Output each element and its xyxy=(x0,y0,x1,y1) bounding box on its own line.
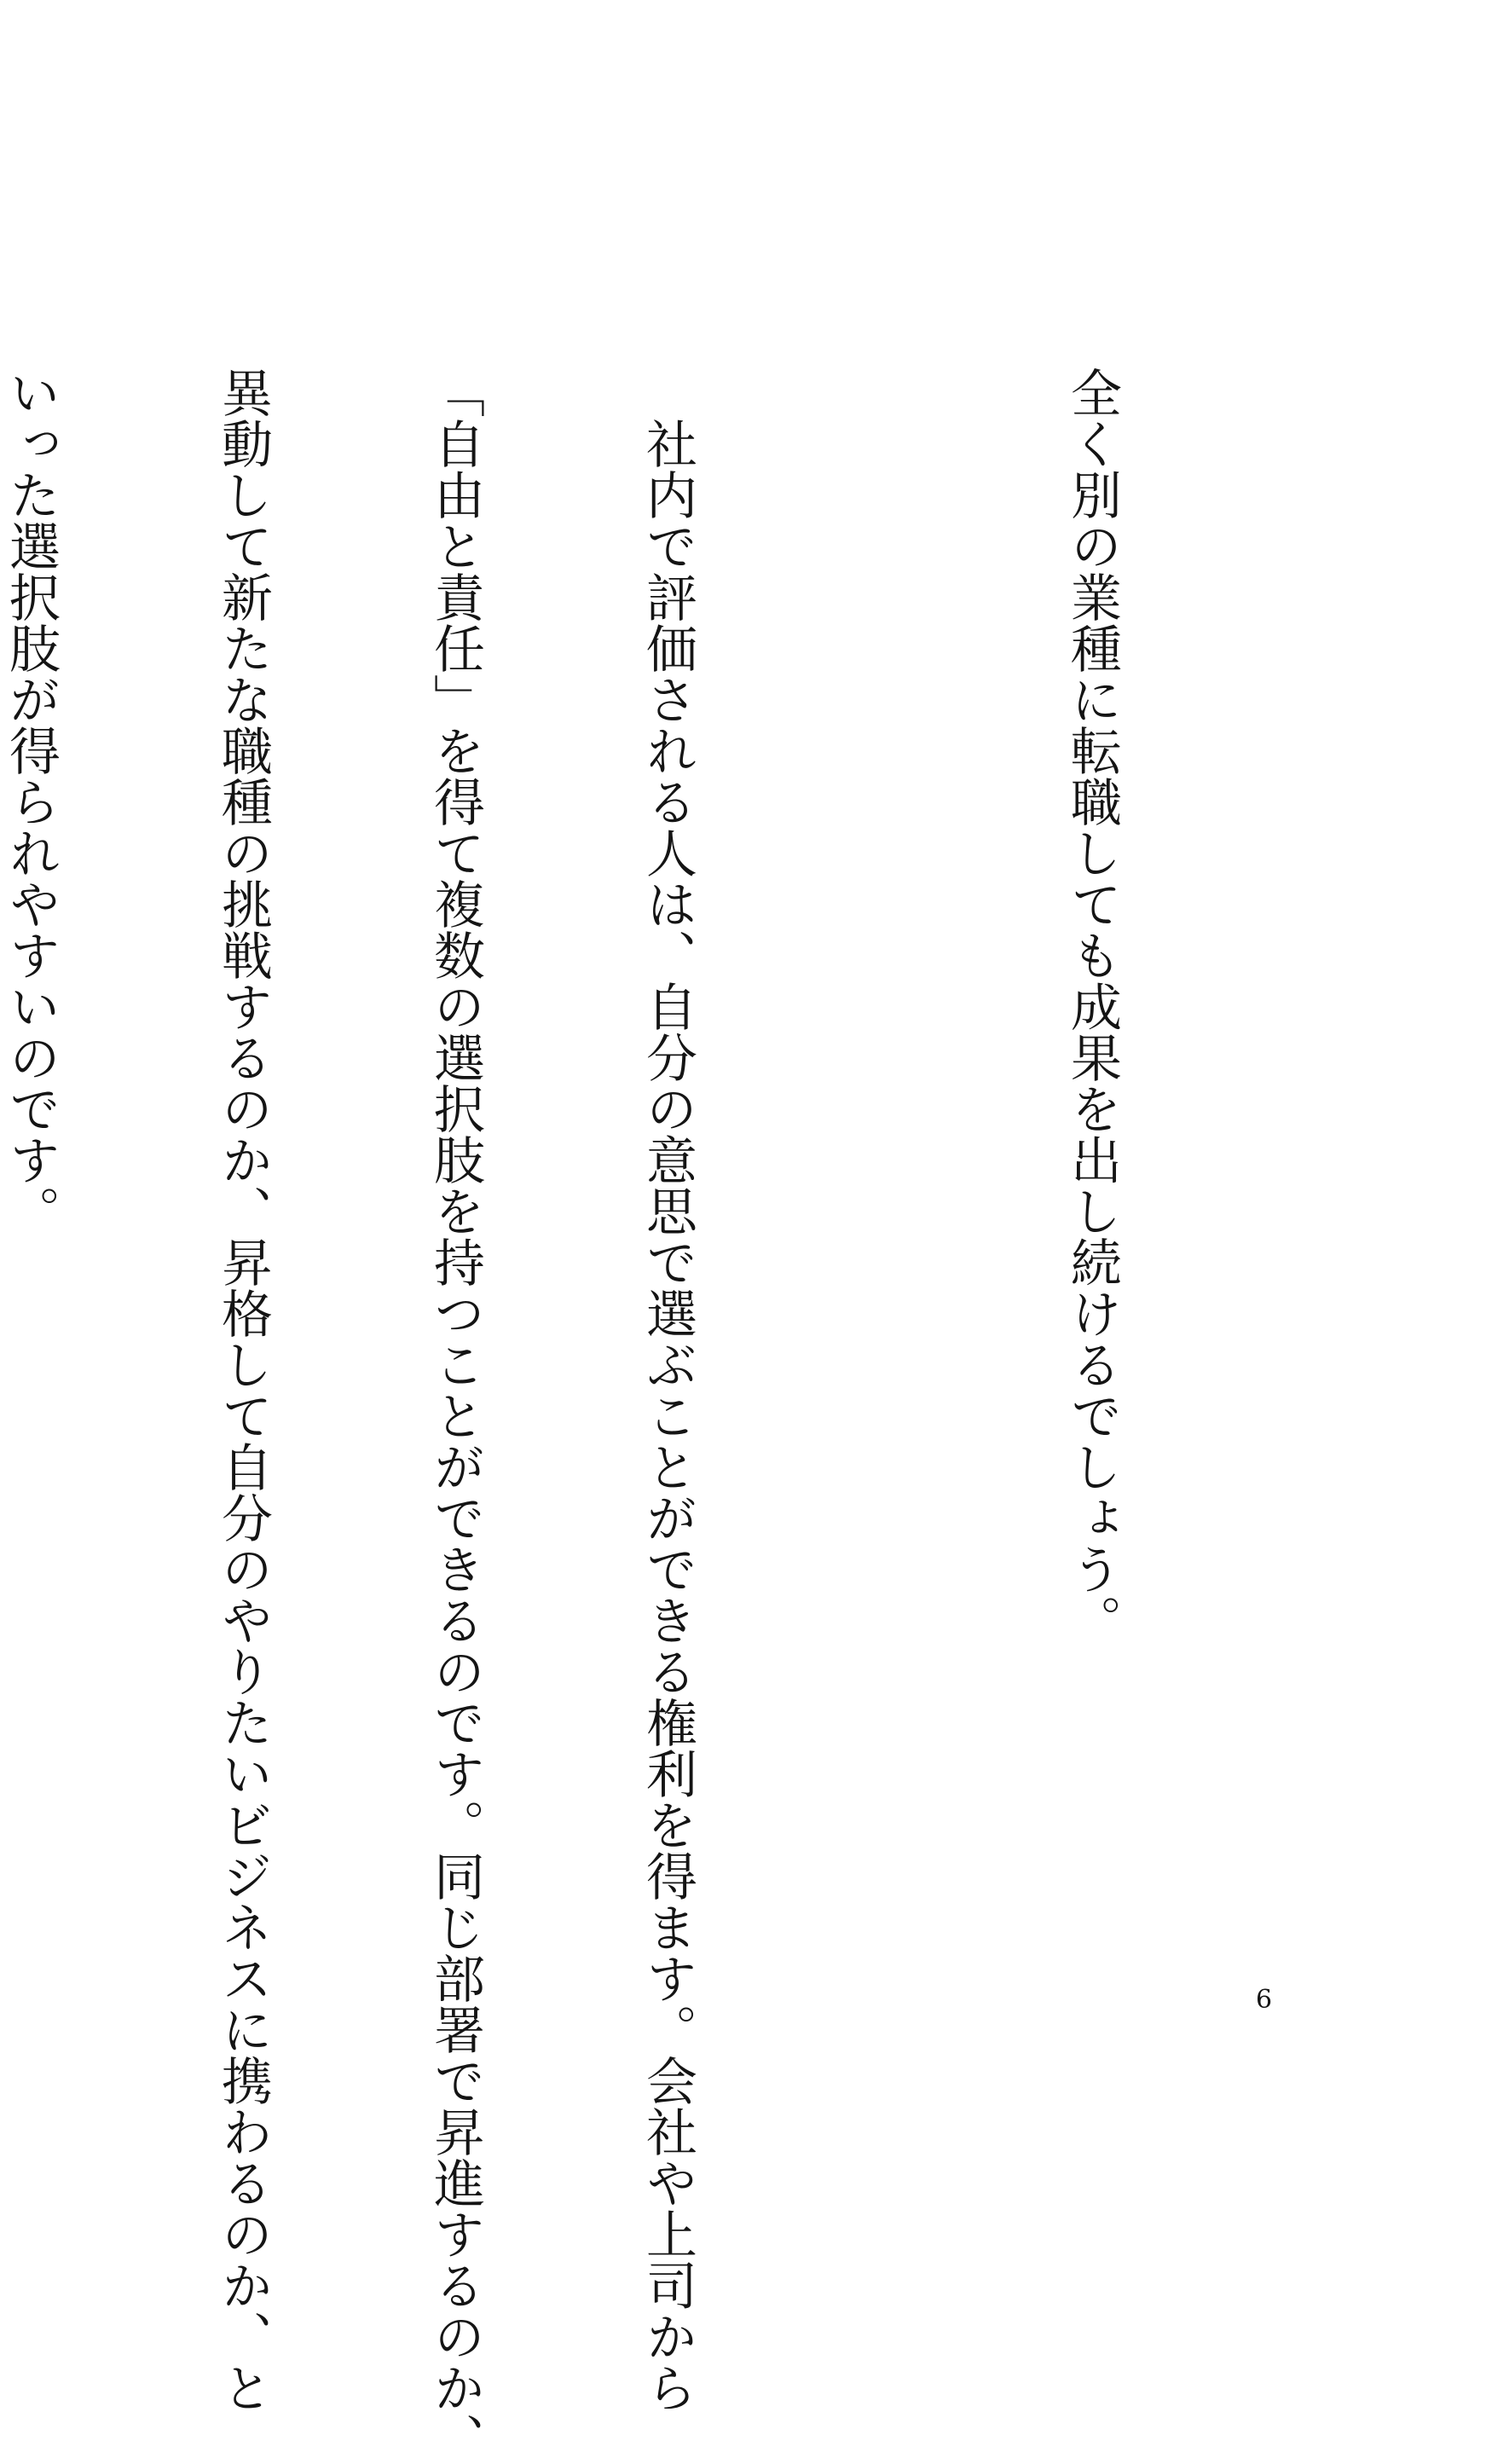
text-column: 異動して新たな職種の挑戦するのか、昇格して自分のやりたいビジネスに携わるのか、と xyxy=(213,367,273,2413)
paragraph-gap xyxy=(844,367,915,2012)
text-column: いった選択肢が得られやすいのです。 xyxy=(1,367,61,1236)
vertical-text-block xyxy=(0,367,1269,2464)
text-column: 社内で評価される人は、自分の意思で選ぶことができる権利を得ます。会社や上司から xyxy=(638,367,697,2413)
page-number: 6 xyxy=(1256,1985,1273,2015)
text-column: 全く別の業種に転職しても成果を出し続けるでしょう。 xyxy=(1062,367,1122,1646)
text-column: 「自由と責任」を得て複数の選択肢を持つことができるのです。同じ部署で昇進するのか、 xyxy=(425,367,485,2464)
